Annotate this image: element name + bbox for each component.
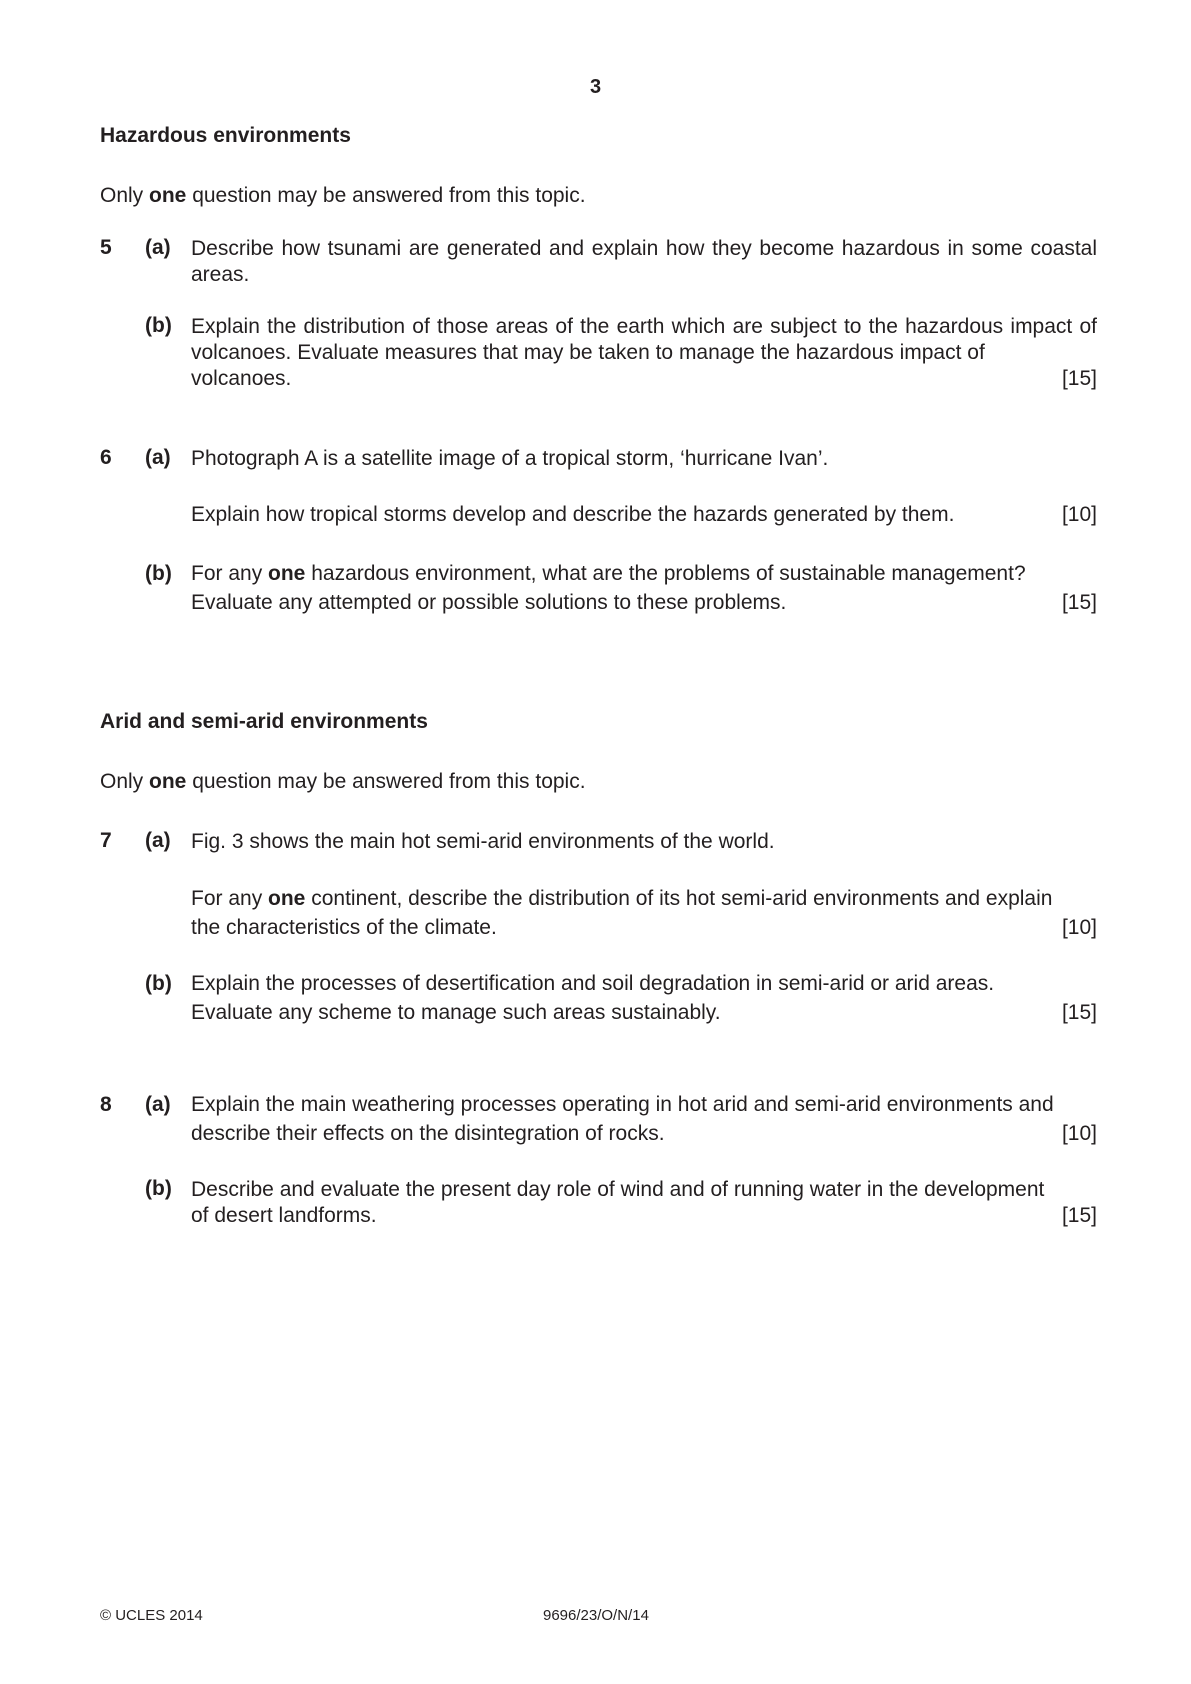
q7-part-a-text: Fig. 3 shows the main hot semi-arid environments of the world. — [191, 830, 775, 853]
q6-part-a-text: Photograph A is a satellite image of a tropical storm, ‘hurricane Ivan’. — [191, 447, 829, 470]
q7-part-a-label: (a) — [145, 829, 171, 852]
footer-copyright: © UCLES 2014 — [100, 1607, 203, 1624]
q5-part-b-last-line: volcanoes. — [191, 367, 292, 390]
question-number-8: 8 — [100, 1093, 112, 1116]
q6-b-pre: For any — [191, 562, 269, 585]
q5-part-b-label: (b) — [145, 314, 172, 337]
q7-part-b-last-line: Evaluate any scheme to manage such areas sustainably. — [191, 1001, 721, 1024]
q7-a-bold: one — [268, 887, 306, 910]
q7-part-a-last-row — [191, 913, 1097, 942]
page-number: 3 — [589, 76, 602, 98]
q7-part-b-last-row — [191, 998, 1097, 1027]
q7-part-a-mark: [10] — [1061, 916, 1097, 939]
intro-post: question may be answered from this topic. — [186, 770, 586, 793]
q5-part-b-last-row — [191, 366, 1097, 392]
q5-part-a-text: Describe how tsunami are generated and explain how they become hazardous in some coastal areas. — [191, 237, 1097, 286]
q7-a-post: continent, describe the distribution of its hot semi-arid environments and explain — [305, 887, 1053, 910]
q6-part-b-last-row — [191, 588, 1097, 617]
q6-part-b-label: (b) — [145, 562, 172, 585]
q6-part-a-mark: [10] — [1061, 503, 1097, 526]
q8-part-a-text: Explain the main weathering processes operating in hot arid and semi-arid environments and — [191, 1093, 1054, 1116]
q6-part-a-row2 — [191, 502, 1097, 528]
q6-part-b-last-line: Evaluate any attempted or possible solutions to these problems. — [191, 591, 787, 614]
intro-bold: one — [149, 770, 187, 793]
q8-part-a-mark: [10] — [1061, 1122, 1097, 1145]
q8-part-b-last-line: of desert landforms. — [191, 1204, 377, 1227]
q8-part-a-body — [191, 1090, 1097, 1148]
section-heading-hazardous: Hazardous environments — [100, 124, 351, 147]
q7-part-a-last-line: the characteristics of the climate. — [191, 916, 497, 939]
q8-part-a-last-line: describe their effects on the disintegration of rocks. — [191, 1122, 665, 1145]
intro-bold: one — [149, 184, 187, 207]
intro-pre: Only — [100, 184, 150, 207]
q8-part-b-body — [191, 1177, 1097, 1229]
footer-code: 9696/23/O/N/14 — [543, 1607, 649, 1624]
q8-part-a-last-row — [191, 1119, 1097, 1148]
q7-part-b-text: Explain the processes of desertification and soil degradation in semi-arid or arid areas. — [191, 972, 995, 995]
question-number-5: 5 — [100, 236, 112, 259]
q6-part-b-line1 — [191, 559, 1097, 588]
intro-pre: Only — [100, 770, 150, 793]
q5-part-b-body — [191, 314, 1097, 392]
section-intro-hazardous — [100, 183, 586, 209]
q6-part-b-body — [191, 559, 1097, 617]
q6-part-b-mark: [15] — [1061, 591, 1097, 614]
q8-part-b-label: (b) — [145, 1177, 172, 1200]
question-number-7: 7 — [100, 829, 112, 852]
q7-part-a-line1 — [191, 884, 1097, 913]
q5-part-a-label: (a) — [145, 236, 171, 259]
q8-part-b-last-row — [191, 1203, 1097, 1229]
q7-part-a-body — [191, 884, 1097, 942]
q7-part-b-mark: [15] — [1061, 1001, 1097, 1024]
q6-part-a-label: (a) — [145, 446, 171, 469]
q5-part-b-text: Explain the distribution of those areas of the earth which are subject to the hazardous impact of volcanoes. Evaluate measures that may be taken to manage the hazardous impact of — [191, 315, 1097, 364]
q6-b-post: hazardous environment, what are the problems of sustainable management? — [305, 562, 1026, 585]
q7-part-b-body — [191, 969, 1097, 1027]
q5-part-b-mark: [15] — [1061, 367, 1097, 390]
q6-part-a-text2: Explain how tropical storms develop and describe the hazards generated by them. — [191, 503, 955, 526]
q7-a-pre: For any — [191, 887, 269, 910]
intro-post: question may be answered from this topic. — [186, 184, 586, 207]
q8-part-b-mark: [15] — [1061, 1204, 1097, 1227]
q7-part-b-label: (b) — [145, 972, 172, 995]
section-intro-arid — [100, 769, 586, 795]
q6-b-bold: one — [268, 562, 306, 585]
section-heading-arid: Arid and semi-arid environments — [100, 710, 428, 733]
q8-part-a-label: (a) — [145, 1093, 171, 1116]
q8-part-b-text: Describe and evaluate the present day role of wind and of running water in the development — [191, 1178, 1045, 1201]
question-number-6: 6 — [100, 446, 112, 469]
